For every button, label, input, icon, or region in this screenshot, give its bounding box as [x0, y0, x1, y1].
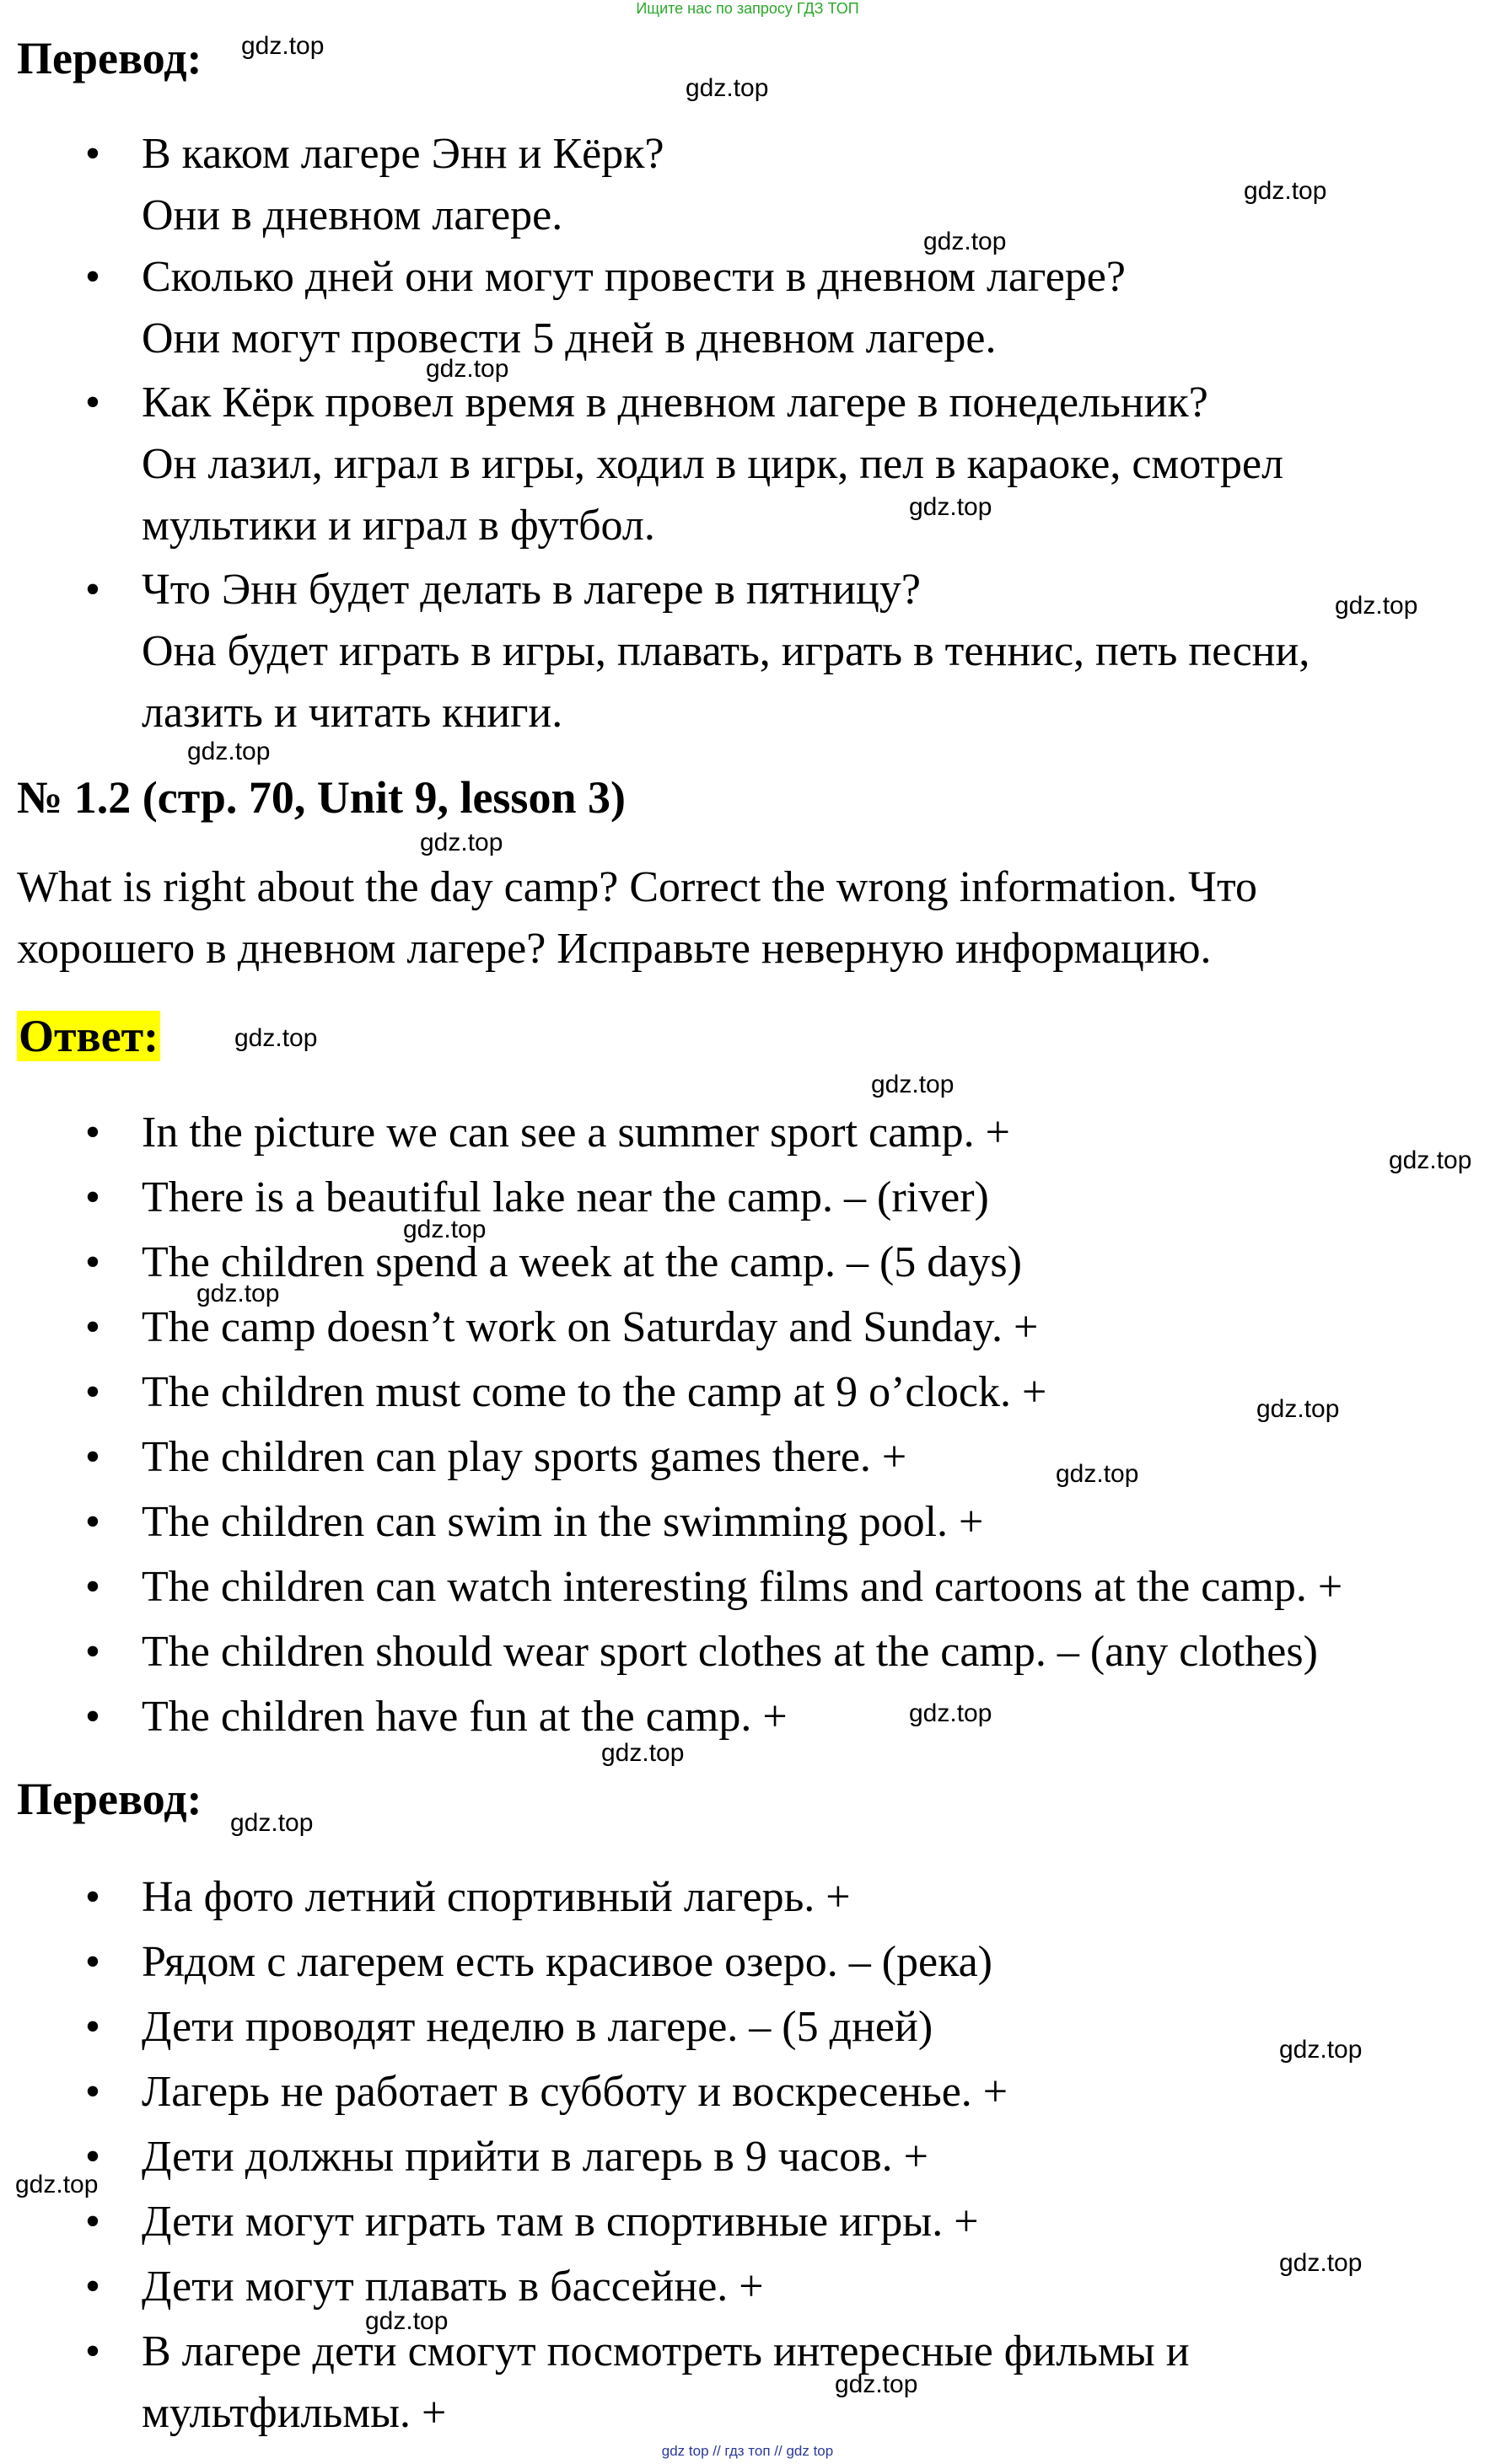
item-line: В каком лагере Энн и Кёрк? [142, 130, 664, 178]
item-line: Они в дневном лагере. [142, 191, 563, 239]
item-line: Лагерь не работает в субботу и воскресенье. + [142, 2068, 1008, 2116]
bullet: • [84, 2068, 101, 2116]
watermark: gdz.top [909, 493, 992, 521]
bullet: • [84, 1109, 101, 1157]
description-line: хорошего в дневном лагере? Исправьте неверную информацию. [17, 925, 1212, 973]
bullet: • [84, 1238, 101, 1286]
item-line: Они могут провести 5 дней в дневном лагере. [142, 314, 997, 362]
bullet: • [84, 1433, 101, 1481]
bullet: • [84, 130, 101, 178]
bullet: • [84, 1693, 101, 1741]
item-line: лазить и читать книги. [142, 689, 563, 737]
watermark: gdz.top [601, 1739, 685, 1767]
watermark: gdz.top [234, 1024, 318, 1052]
bullet: • [84, 2133, 101, 2181]
watermark: gdz.top [1279, 2249, 1363, 2277]
item-line: The children can watch interesting films and cartoons at the camp. + [142, 1563, 1343, 1611]
item-line: Сколько дней они могут провести в дневном лагере? [142, 253, 1126, 301]
watermark: gdz.top [871, 1071, 955, 1098]
bullet: • [84, 378, 101, 427]
bullet: • [84, 1368, 101, 1416]
item-line: The camp doesn’t work on Saturday and Sunday. + [142, 1303, 1039, 1351]
footer-watermark: gdz top // гдз топ // gdz top [661, 2443, 834, 2459]
item-line: Дети проводят неделю в лагере. – (5 дней) [142, 2003, 933, 2051]
bullet: • [84, 1498, 101, 1546]
item-line: Дети должны прийти в лагерь в 9 часов. + [142, 2133, 928, 2181]
bullet: • [84, 1303, 101, 1351]
item-line: Она будет играть в игры, плавать, играть в теннис, петь песни, [142, 627, 1310, 675]
search-hint-banner: Ищите нас по запросу ГДЗ ТОП [636, 0, 859, 17]
item-line: Рядом с лагерем есть красивое озеро. – (река) [142, 1938, 992, 1986]
watermark: gdz.top [420, 829, 503, 856]
watermark: gdz.top [187, 738, 271, 765]
bullet: • [84, 1628, 101, 1676]
watermark: gdz.top [15, 2171, 99, 2198]
answer-label: Ответ: [19, 1011, 159, 1061]
item-line: The children spend a week at the camp. – (5 days) [142, 1238, 1022, 1286]
watermark: gdz.top [365, 2307, 449, 2335]
watermark: gdz.top [835, 2370, 918, 2398]
item-line: В лагере дети смогут посмотреть интересные фильмы и [142, 2327, 1190, 2375]
bullet: • [84, 253, 101, 301]
item-line: мультфильмы. + [142, 2389, 447, 2437]
item-line: Как Кёрк провел время в дневном лагере в понедельник? [142, 378, 1208, 427]
bullet: • [84, 2198, 101, 2246]
bullet: • [84, 1938, 101, 1986]
task-title: № 1.2 (стр. 70, Unit 9, lesson 3) [17, 772, 626, 823]
bullet: • [84, 2263, 101, 2311]
item-line: На фото летний спортивный лагерь. + [142, 1873, 851, 1921]
item-line: There is a beautiful lake near the camp. – (river) [142, 1173, 989, 1221]
item-line: The children must come to the camp at 9 o’clock. + [142, 1368, 1047, 1416]
bullet: • [84, 1873, 101, 1921]
watermark: gdz.top [1279, 2036, 1363, 2064]
item-line: The children should wear sport clothes at the camp. – (any clothes) [142, 1628, 1318, 1676]
watermark: gdz.top [686, 74, 769, 102]
item-line: Он лазил, играл в игры, ходил в цирк, пел в караоке, смотрел [142, 440, 1284, 488]
watermark: gdz.top [1244, 177, 1327, 205]
watermark: gdz.top [196, 1280, 280, 1307]
watermark: gdz.top [923, 228, 1007, 255]
bullet: • [84, 2003, 101, 2051]
watermark: gdz.top [230, 1809, 314, 1837]
item-line: In the picture we can see a summer sport camp. + [142, 1109, 1010, 1157]
translation-heading-2: Перевод: [17, 1774, 202, 1824]
watermark: gdz.top [1335, 592, 1418, 620]
item-line: Дети могут играть там в спортивные игры. + [142, 2198, 979, 2246]
item-line: мультики и играл в футбол. [142, 502, 655, 550]
watermark: gdz.top [403, 1216, 487, 1243]
item-line: Что Энн будет делать в лагере в пятницу? [142, 566, 921, 614]
bullet: • [84, 1563, 101, 1611]
answer-heading [17, 1010, 160, 1062]
watermark: gdz.top [909, 1699, 992, 1727]
item-line: The children have fun at the camp. + [142, 1693, 788, 1741]
watermark: gdz.top [1056, 1460, 1139, 1488]
watermark: gdz.top [1256, 1395, 1340, 1423]
watermark: gdz.top [426, 355, 509, 383]
description-line: What is right about the day camp? Correct the wrong information. Что [17, 863, 1257, 911]
translation-heading-1: Перевод: [17, 33, 202, 83]
item-line: The children can swim in the swimming pool. + [142, 1498, 984, 1546]
task-description [17, 856, 1484, 980]
bullet: • [84, 2327, 101, 2375]
bullet: • [84, 566, 101, 614]
bullet: • [84, 1173, 101, 1221]
item-line: Дети могут плавать в бассейне. + [142, 2263, 764, 2311]
watermark: gdz.top [1389, 1146, 1472, 1174]
item-line: The children can play sports games there. + [142, 1433, 907, 1481]
watermark: gdz.top [241, 32, 325, 60]
